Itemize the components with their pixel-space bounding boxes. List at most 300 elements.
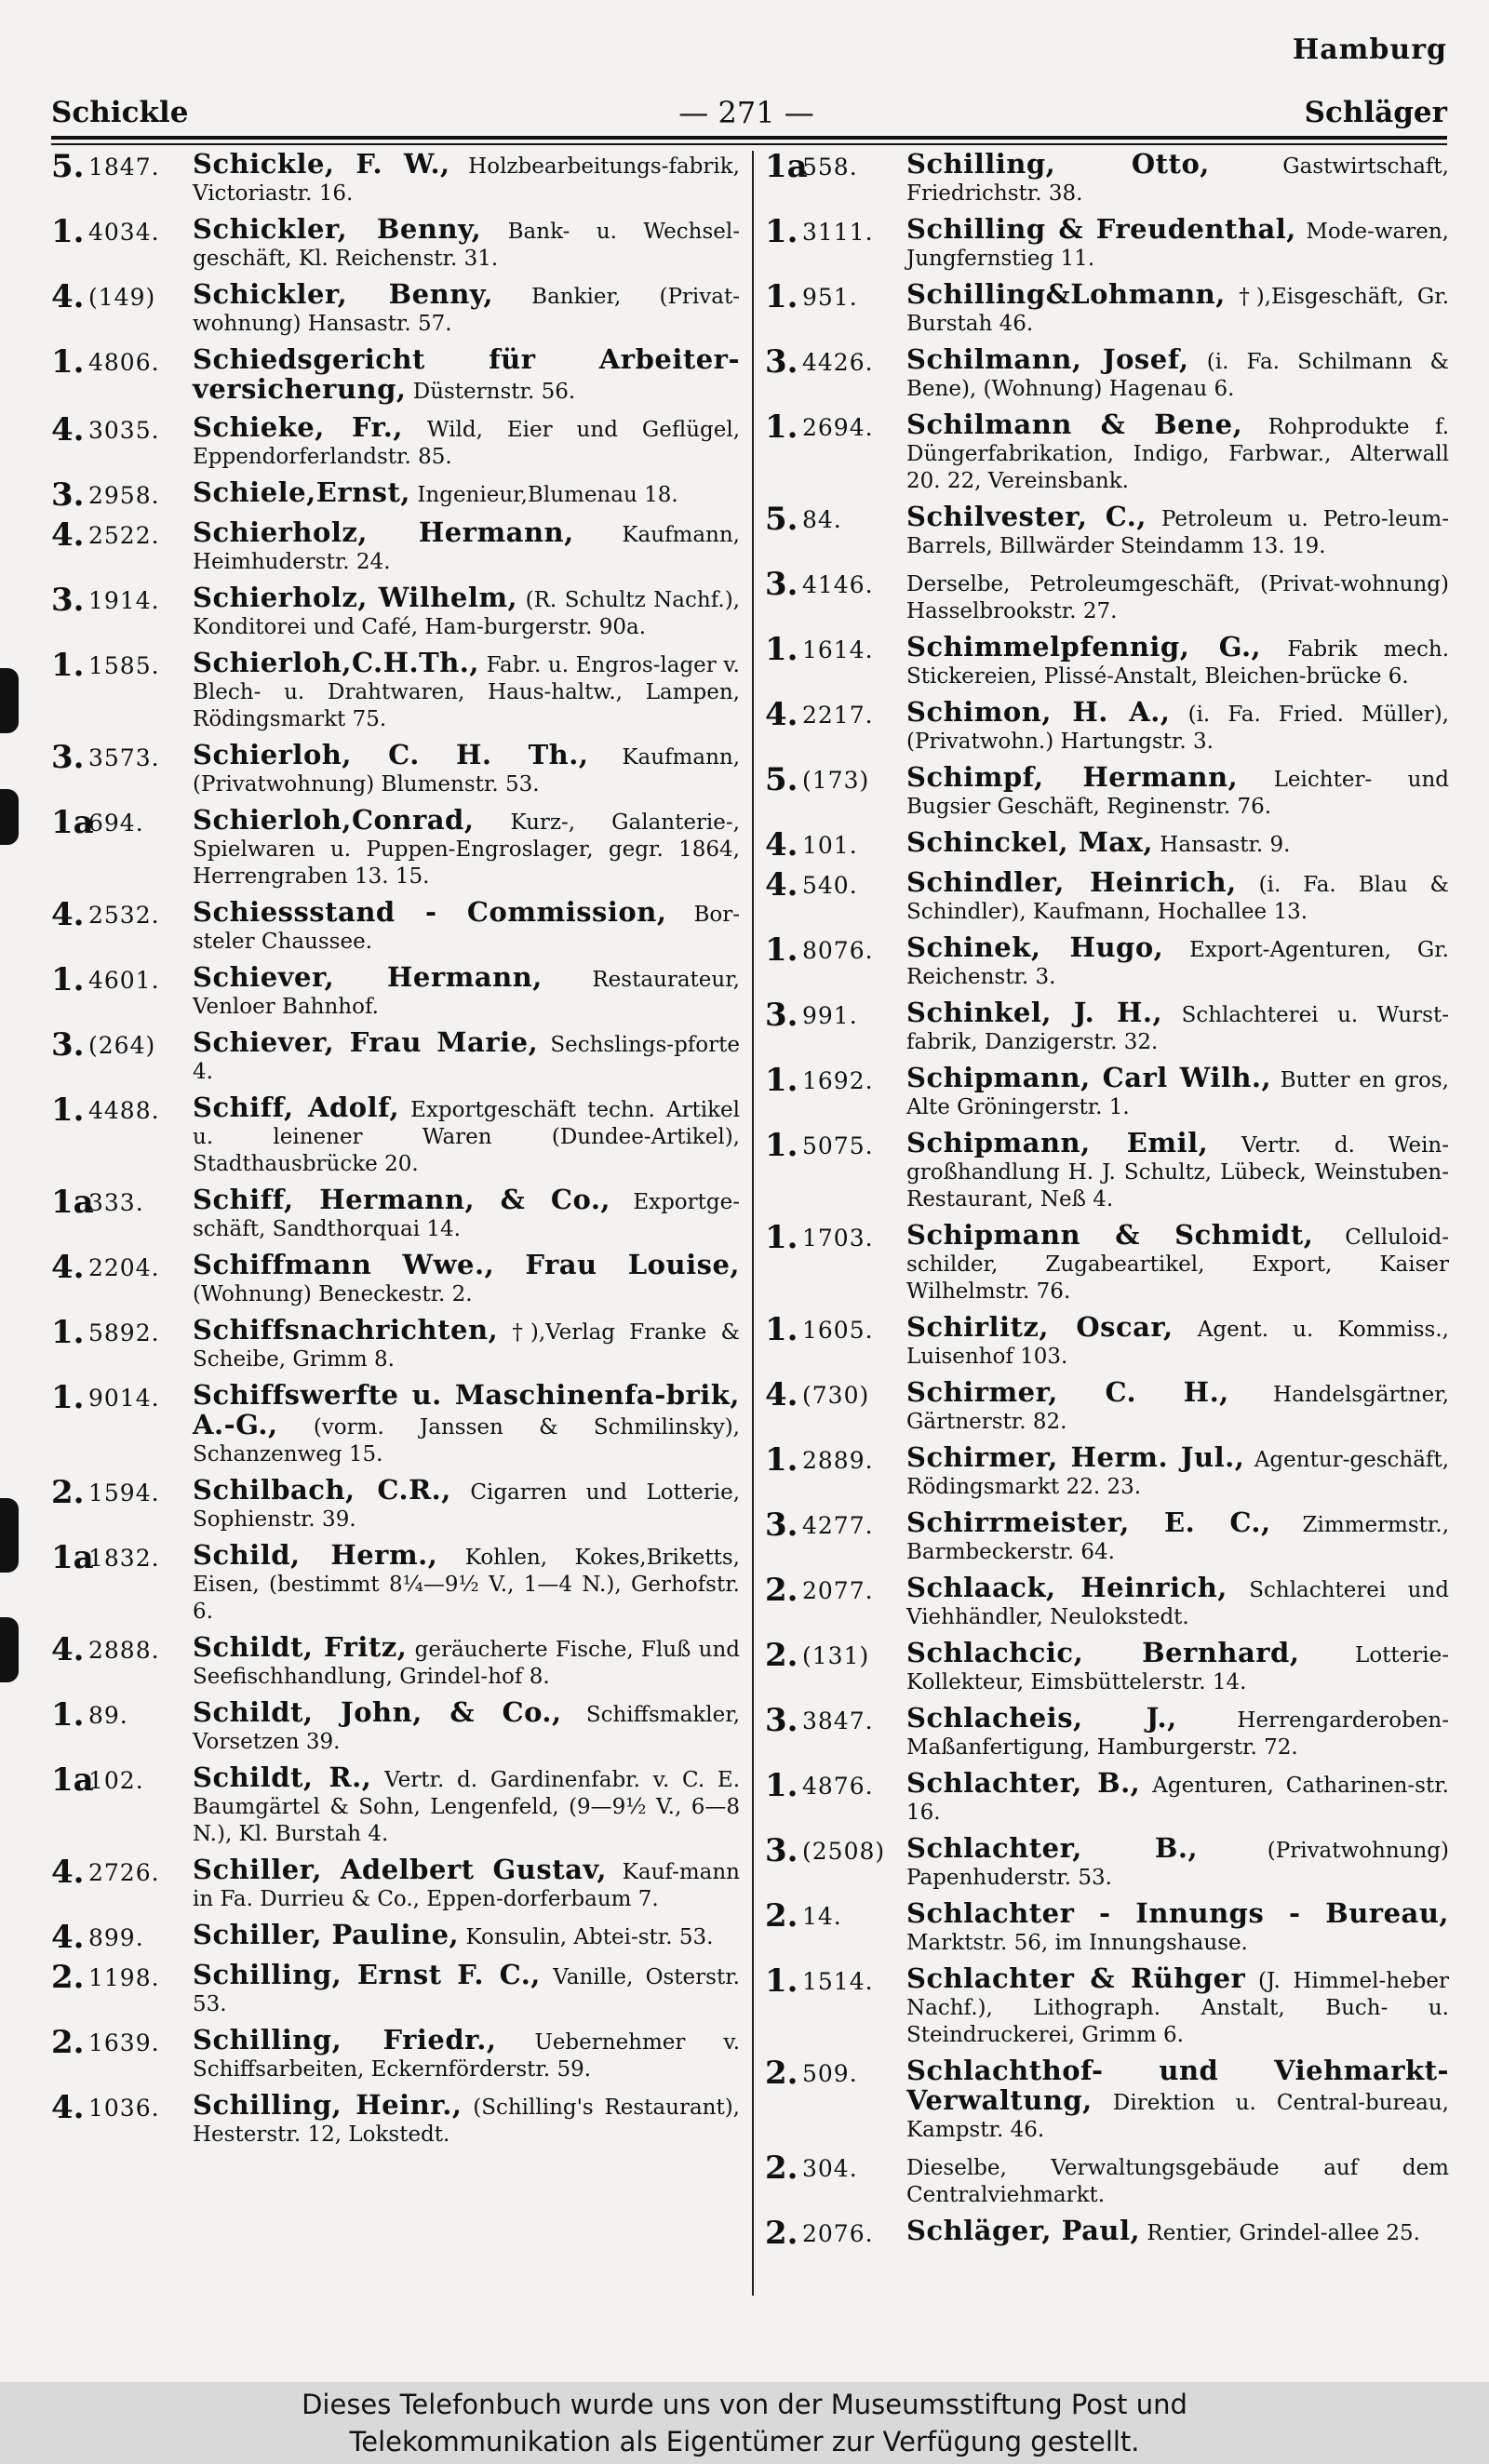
subscriber-details: †),Eisgeschäft, Gr. Burstah 46. — [906, 285, 1449, 336]
exchange-zone: 2. — [51, 2024, 85, 2061]
page-number: — 271 — — [678, 95, 814, 130]
header-last-entry: Schläger — [1304, 96, 1447, 129]
subscriber-name: Schilling, Friedr., — [193, 2024, 497, 2056]
exchange-zone: 1. — [51, 1091, 85, 1129]
exchange-zone: 2. — [51, 1474, 85, 1511]
phone-number: 8076. — [802, 937, 874, 964]
entry-text — [193, 1026, 740, 1086]
directory-entry — [765, 999, 1449, 1056]
entry-text — [906, 1767, 1449, 1827]
subscriber-details: Vertr. d. Gardinenfabr. v. C. E. Baumgärtel & Sohn, Lengenfeld, (9—9½ V., 6—8 N.), Kl. Burstah 4. — [193, 1768, 740, 1846]
directory-entry — [765, 1832, 1449, 1892]
entry-text — [906, 999, 1449, 1056]
exchange-zone: 1. — [765, 1441, 798, 1479]
subscriber-details: Gastwirtschaft, Friedrichstr. 38. — [906, 154, 1449, 206]
column-divider — [752, 151, 754, 2296]
phone-number: 304. — [802, 2155, 858, 2182]
exchange-zone: 3. — [765, 1702, 798, 1739]
subscriber-details: Marktstr. 56, im Innungshause. — [906, 1931, 1248, 1955]
directory-entry — [765, 826, 1449, 864]
exchange-zone: 1a — [51, 1761, 94, 1799]
exchange-zone: 5. — [765, 761, 798, 798]
subscriber-name: Schindler, Heinrich, — [906, 866, 1237, 898]
directory-entry — [51, 411, 740, 471]
directory-entry — [765, 2149, 1449, 2209]
subscriber-details: Konsulin, Abtei-str. 53. — [465, 1925, 714, 1949]
directory-entry — [765, 761, 1449, 821]
exchange-zone: 3. — [51, 582, 85, 619]
subscriber-name: Schlachter - Innungs - Bureau, — [906, 1897, 1449, 1929]
phone-number: 9014. — [88, 1385, 160, 1412]
subscriber-details: Handelsgärtner, Gärtnerstr. 82. — [906, 1383, 1449, 1434]
exchange-zone: 4. — [765, 1376, 798, 1413]
subscriber-name: Schirmer, C. H., — [906, 1376, 1229, 1408]
exchange-zone: 4. — [51, 516, 85, 554]
phone-number: 991. — [802, 1002, 858, 1029]
exchange-zone: 5. — [765, 501, 798, 538]
phone-number: 2076. — [802, 2220, 874, 2247]
directory-entry — [765, 1311, 1449, 1371]
phone-number: (2508) — [802, 1838, 886, 1865]
subscriber-details: Uebernehmer v. Schiffsarbeiten, Eckernförderstr. 59. — [193, 2030, 740, 2082]
entry-text — [193, 1314, 740, 1373]
exchange-zone: 1. — [765, 1127, 798, 1164]
binding-mark — [0, 789, 19, 845]
subscriber-details: (Schilling's Restaurant), Hesterstr. 12, Lokstedt. — [193, 2096, 740, 2147]
subscriber-details: Restaurateur, Venloer Bahnhof. — [193, 968, 740, 1019]
subscriber-details: Kohlen, Kokes,Briketts, Eisen, (bestimmt 8¼—9½ V., 1—4 N.), Gerhofstr. 6. — [193, 1546, 740, 1624]
entry-text — [906, 931, 1449, 991]
directory-entry — [51, 151, 740, 208]
exchange-zone: 2. — [765, 2215, 798, 2252]
subscriber-details: Dieselbe, Verwaltungsgebäude auf dem Centralviehmarkt. — [906, 2156, 1449, 2207]
exchange-zone: 3. — [51, 1026, 85, 1064]
entry-text — [193, 1696, 740, 1756]
entry-text — [193, 961, 740, 1021]
exchange-zone: 1. — [765, 213, 798, 250]
directory-entry — [765, 343, 1449, 403]
subscriber-details: Kaufmann, (Privatwohnung) Blumenstr. 53. — [193, 745, 740, 797]
exchange-zone: 4. — [765, 826, 798, 864]
header-rule-thin — [51, 143, 1447, 145]
directory-entry — [51, 1314, 740, 1373]
subscriber-name: Schimpf, Hermann, — [906, 761, 1239, 793]
subscriber-details: Fabr. u. Engros-lager v. Blech- u. Drahtwaren, Haus-haltw., Lampen, Rödingsmarkt 75. — [193, 653, 740, 731]
exchange-zone: 3. — [765, 1507, 798, 1544]
phone-number: 558. — [802, 154, 858, 181]
exchange-zone: 3. — [51, 476, 85, 514]
exchange-zone: 1. — [765, 1962, 798, 2000]
subscriber-details: Exportge-schäft, Sandthorquai 14. — [193, 1190, 740, 1241]
phone-number: 2522. — [88, 522, 160, 549]
directory-entry — [765, 1062, 1449, 1121]
subscriber-details: Holzbearbeitungs-fabrik, Victoriastr. 16. — [193, 154, 740, 206]
directory-entry — [765, 566, 1449, 625]
directory-entry — [51, 1959, 740, 2018]
directory-entry — [765, 1637, 1449, 1696]
phone-number: 2888. — [88, 1637, 160, 1664]
directory-entry — [51, 278, 740, 338]
directory-entry — [765, 1376, 1449, 1436]
entry-text — [193, 649, 740, 733]
entry-text — [193, 584, 740, 641]
header-first-entry: Schickle — [51, 96, 189, 129]
directory-entry — [765, 213, 1449, 273]
phone-number: 84. — [802, 506, 842, 533]
entry-text — [906, 2152, 1449, 2209]
footer-line: Telekommunikation als Eigentümer zur Verfügung gestellt. — [349, 2426, 1140, 2457]
phone-number: (149) — [88, 284, 156, 311]
subscriber-name: Schinek, Hugo, — [906, 931, 1164, 963]
subscriber-name: Schiller, Adelbert Gustav, — [193, 1854, 607, 1885]
entry-text — [193, 213, 740, 273]
directory-entry — [51, 1631, 740, 1691]
directory-entry — [51, 1249, 740, 1308]
binding-mark — [0, 1498, 19, 1573]
subscriber-details: Rentier, Grindel-allee 25. — [1147, 2221, 1420, 2245]
phone-number: 4426. — [802, 349, 874, 376]
subscriber-details: Agenturen, Catharinen-str. 16. — [906, 1774, 1449, 1825]
subscriber-details: Bank- u. Wechsel-geschäft, Kl. Reichenstr. 31. — [193, 220, 740, 271]
phone-number: 4806. — [88, 349, 160, 376]
exchange-zone: 1. — [51, 343, 85, 381]
phone-number: 89. — [88, 1702, 128, 1729]
directory-entry — [765, 408, 1449, 495]
subscriber-details: Zimmermstr., Barmbeckerstr. 64. — [906, 1513, 1449, 1564]
directory-entry — [51, 649, 740, 733]
exchange-zone: 4. — [51, 411, 85, 449]
phone-number: 3111. — [802, 219, 874, 246]
subscriber-details: Sechslings-pforte 4. — [193, 1033, 740, 1084]
subscriber-name: Schirlitz, Oscar, — [906, 1311, 1174, 1343]
entry-text — [906, 1702, 1449, 1761]
subscriber-name: Schlachter, B., — [906, 1832, 1199, 1864]
subscriber-details: Direktion u. Central-bureau, Kampstr. 46. — [906, 2091, 1449, 2142]
entry-text — [906, 2217, 1449, 2249]
phone-number: 1639. — [88, 2029, 160, 2056]
subscriber-name: Schiever, Hermann, — [193, 961, 543, 993]
entry-text — [906, 503, 1449, 560]
subscriber-details: (Wohnung) Beneckestr. 2. — [193, 1282, 473, 1306]
entry-text — [193, 1379, 740, 1468]
subscriber-name: Schirrmeister, E. C., — [906, 1507, 1271, 1538]
entry-text — [906, 213, 1449, 273]
subscriber-name: Schilling, Otto, — [906, 151, 1210, 180]
directory-entry — [51, 1186, 740, 1243]
phone-number: 540. — [802, 872, 858, 899]
exchange-zone: 1. — [765, 1311, 798, 1348]
subscriber-name: Schipmann, Carl Wilh., — [906, 1062, 1272, 1093]
directory-entry — [51, 1539, 740, 1626]
subscriber-details: Cigarren und Lotterie, Sophienstr. 39. — [193, 1480, 740, 1532]
phone-number: 899. — [88, 1924, 144, 1951]
phone-number: 333. — [88, 1189, 144, 1216]
subscriber-details: (i. Fa. Blau & Schindler), Kaufmann, Hochallee 13. — [906, 873, 1449, 924]
directory-entry — [51, 2024, 740, 2083]
exchange-zone: 4. — [765, 696, 798, 733]
phone-number: 2958. — [88, 482, 160, 509]
directory-entry — [51, 476, 740, 514]
subscriber-details: Mode-waren, Jungfernstieg 11. — [906, 220, 1449, 271]
phone-number: 1614. — [802, 636, 874, 663]
phone-number: 5075. — [802, 1132, 874, 1159]
entry-text — [906, 278, 1449, 338]
directory-entry — [51, 1091, 740, 1178]
entry-text — [906, 631, 1449, 690]
directory-entry — [765, 1767, 1449, 1827]
exchange-zone: 3. — [765, 566, 798, 603]
phone-number: 1703. — [802, 1225, 874, 1252]
subscriber-name: Schierholz, Wilhelm, — [193, 582, 518, 613]
directory-entry — [51, 896, 740, 956]
subscriber-details: Schlachterei und Viehhändler, Neulokstedt. — [906, 1578, 1449, 1629]
exchange-zone: 4. — [51, 1854, 85, 1891]
subscriber-details: Düsternstr. 56. — [412, 380, 576, 404]
phone-number: 2532. — [88, 902, 160, 929]
subscriber-name: Schierloh,C.H.Th., — [193, 647, 479, 678]
exchange-zone: 1a — [51, 1539, 94, 1576]
subscriber-details: Celluloid-schilder, Zugabeartikel, Export, Kaiser Wilhelmstr. 76. — [906, 1225, 1449, 1304]
phone-number: 1692. — [802, 1067, 874, 1094]
subscriber-name: Schilling, Ernst F. C., — [193, 1959, 541, 1990]
entry-text — [906, 1574, 1449, 1631]
entry-text — [906, 2057, 1449, 2144]
exchange-zone: 1. — [51, 647, 85, 684]
directory-entry — [765, 151, 1449, 208]
subscriber-name: Schilmann, Josef, — [906, 343, 1189, 375]
phone-number: 4601. — [88, 967, 160, 994]
exchange-zone: 3. — [765, 343, 798, 381]
subscriber-name: Schickler, Benny, — [193, 278, 493, 310]
phone-number: (131) — [802, 1642, 870, 1669]
directory-entry — [765, 1219, 1449, 1306]
subscriber-details: Herrengarderoben-Maßanfertigung, Hamburgerstr. 72. — [906, 1708, 1449, 1760]
phone-number: 4277. — [802, 1512, 874, 1539]
subscriber-details: (R. Schultz Nachf.), Konditorei und Café, Ham-burgerstr. 90a. — [193, 588, 740, 639]
subscriber-name: Schiever, Frau Marie, — [193, 1026, 539, 1058]
subscriber-name: Schinckel, Max, — [906, 826, 1153, 858]
subscriber-details: Derselbe, Petroleumgeschäft, (Privat-wohnung) Hasselbrookstr. 27. — [906, 572, 1449, 623]
page-header — [51, 89, 1447, 136]
subscriber-details: Lotterie-Kollekteur, Eimsbüttelerstr. 14. — [906, 1643, 1449, 1694]
exchange-zone: 4. — [51, 278, 85, 315]
subscriber-name: Schieke, Fr., — [193, 411, 403, 443]
subscriber-details: Wild, Eier und Geflügel, Eppendorferlandstr. 85. — [193, 418, 740, 469]
phone-number: 2889. — [802, 1447, 874, 1474]
directory-entry — [765, 1441, 1449, 1501]
phone-number: 3035. — [88, 417, 160, 444]
subscriber-name: Schipmann & Schmidt, — [906, 1219, 1314, 1251]
subscriber-name: Schirmer, Herm. Jul., — [906, 1441, 1245, 1473]
subscriber-details: †),Verlag Franke & Scheibe, Grimm 8. — [193, 1320, 740, 1372]
phone-number: 1605. — [802, 1317, 874, 1344]
entry-text — [193, 1474, 740, 1533]
phone-number: (173) — [802, 767, 870, 794]
entry-text — [906, 1219, 1449, 1306]
phone-number: 951. — [802, 284, 858, 311]
subscriber-details: Rohprodukte f. Düngerfabrikation, Indigo, Farbwar., Alterwall 20. 22, Vereinsbank. — [906, 415, 1449, 493]
directory-entry — [51, 213, 740, 273]
directory-entry — [765, 1702, 1449, 1761]
subscriber-name: Schildt, John, & Co., — [193, 1696, 562, 1728]
subscriber-name: Schiedsgericht für Arbeiter-versicherung, — [193, 343, 740, 405]
phone-number: 3847. — [802, 1707, 874, 1734]
directory-entry — [51, 343, 740, 406]
subscriber-details: (vorm. Janssen & Schmilinsky), Schanzenweg 15. — [193, 1415, 740, 1466]
phone-number: 101. — [802, 832, 858, 859]
entry-text — [193, 151, 740, 208]
directory-entry — [51, 2089, 740, 2149]
entry-text — [193, 1091, 740, 1178]
subscriber-details: Kurz-, Galanterie-, Spielwaren u. Puppen-Engroslager, gegr. 1864, Herrengraben 13. 15. — [193, 810, 740, 889]
directory-entry — [51, 1761, 740, 1848]
exchange-zone: 2. — [765, 1572, 798, 1609]
entry-text — [193, 1631, 740, 1691]
left-column — [51, 151, 740, 2305]
subscriber-name: Schimon, H. A., — [906, 696, 1171, 728]
subscriber-details: Hansastr. 9. — [1160, 833, 1291, 857]
entry-text — [193, 1856, 740, 1913]
exchange-zone: 1a — [51, 1184, 94, 1221]
subscriber-name: Schierloh,Conrad, — [193, 804, 475, 836]
exchange-zone: 1. — [51, 1379, 85, 1416]
directory-entry — [51, 1474, 740, 1533]
subscriber-name: Schlachter, B., — [906, 1767, 1141, 1799]
entry-text — [193, 2089, 740, 2149]
entry-text — [906, 826, 1449, 861]
directory-entry — [51, 1026, 740, 1086]
entry-text — [193, 1186, 740, 1243]
entry-text — [193, 516, 740, 576]
subscriber-details: (J. Himmel-heber Nachf.), Lithograph. Anstalt, Buch- u. Steindruckerei, Grimm 6. — [906, 1969, 1449, 2047]
subscriber-details: Vanille, Osterstr. 53. — [193, 1965, 740, 2016]
subscriber-name: Schiff, Hermann, & Co., — [193, 1184, 611, 1215]
subscriber-name: Schläger, Paul, — [906, 2215, 1141, 2246]
phone-number: 1036. — [88, 2095, 160, 2122]
exchange-zone: 1. — [765, 278, 798, 315]
phone-number: 1914. — [88, 587, 160, 614]
phone-number: 4034. — [88, 219, 160, 246]
subscriber-name: Schildt, Fritz, — [193, 1631, 408, 1663]
directory-entry — [51, 1919, 740, 1956]
directory-entry — [765, 1509, 1449, 1566]
subscriber-name: Schiffswerfte u. Maschinenfa-brik, A.-G., — [193, 1379, 740, 1440]
entry-text — [906, 1509, 1449, 1566]
entry-text — [906, 1897, 1449, 1957]
directory-entry — [51, 1856, 740, 1913]
exchange-zone: 1a — [51, 804, 94, 841]
exchange-zone: 1. — [765, 1767, 798, 1804]
entry-text — [906, 1311, 1449, 1371]
entry-text — [193, 2024, 740, 2083]
phone-number: (264) — [88, 1032, 156, 1059]
subscriber-name: Schlachthof- und Viehmarkt-Verwaltung, — [906, 2055, 1449, 2116]
entry-text — [906, 1127, 1449, 1213]
exchange-zone: 4. — [51, 2089, 85, 2126]
header-rule — [51, 136, 1447, 140]
subscriber-details: Schiffsmakler, Vorsetzen 39. — [193, 1703, 740, 1754]
entry-text — [193, 896, 740, 956]
directory-entry — [51, 584, 740, 641]
subscriber-details: Leichter- und Bugsier Geschäft, Reginenstr. 76. — [906, 768, 1449, 819]
exchange-zone: 1. — [51, 961, 85, 998]
entry-text — [193, 278, 740, 338]
entry-text — [906, 343, 1449, 403]
subscriber-name: Schilling & Freudenthal, — [906, 213, 1296, 245]
subscriber-name: Schierloh, C. H. Th., — [193, 739, 589, 770]
phone-number: 14. — [802, 1903, 842, 1930]
subscriber-name: Schiffsnachrichten, — [193, 1314, 499, 1346]
subscriber-name: Schipmann, Emil, — [906, 1127, 1209, 1158]
subscriber-name: Schlaack, Heinrich, — [906, 1572, 1227, 1603]
entry-text — [906, 1062, 1449, 1121]
subscriber-details: Export-Agenturen, Gr. Reichenstr. 3. — [906, 938, 1449, 989]
exchange-zone: 1. — [51, 1314, 85, 1351]
exchange-zone: 2. — [765, 1637, 798, 1674]
subscriber-details: (i. Fa. Fried. Müller), (Privatwohn.) Hartungstr. 3. — [906, 703, 1449, 754]
exchange-zone: 4. — [51, 1249, 85, 1286]
subscriber-name: Schinkel, J. H., — [906, 997, 1163, 1028]
subscriber-name: Schlachcic, Bernhard, — [906, 1637, 1300, 1668]
exchange-zone: 3. — [51, 739, 85, 776]
subscriber-details: Exportgeschäft techn. Artikel u. leinener Waren (Dundee-Artikel), Stadthausbrücke 20. — [193, 1098, 740, 1176]
footer-notice — [0, 2382, 1489, 2464]
directory-entry — [765, 696, 1449, 756]
phone-number: 2217. — [802, 702, 874, 729]
entry-text — [193, 343, 740, 406]
subscriber-name: Schiele,Ernst, — [193, 476, 411, 508]
entry-text — [193, 1249, 740, 1308]
exchange-zone: 1. — [51, 1696, 85, 1734]
directory-entry — [51, 1379, 740, 1468]
entry-text — [193, 739, 740, 798]
phone-number: 1198. — [88, 1964, 160, 1991]
exchange-zone: 1. — [765, 1062, 798, 1099]
subscriber-details: (i. Fa. Schilmann & Bene), (Wohnung) Hagenau 6. — [906, 350, 1449, 401]
subscriber-name: Schilling, Heinr., — [193, 2089, 463, 2121]
phone-number: 1594. — [88, 1480, 160, 1507]
phone-number: (730) — [802, 1382, 870, 1409]
binding-mark — [0, 668, 19, 733]
directory-entry — [765, 503, 1449, 560]
exchange-zone: 5. — [51, 151, 85, 185]
exchange-zone: 1. — [51, 213, 85, 250]
footer-line: Dieses Telefonbuch wurde uns von der Museumsstiftung Post und — [302, 2389, 1187, 2420]
subscriber-name: Schilmann & Bene, — [906, 408, 1243, 440]
phone-number: 4146. — [802, 571, 874, 598]
subscriber-details: Kaufmann, Heimhuderstr. 24. — [193, 523, 740, 574]
entry-text — [906, 151, 1449, 208]
entry-text — [193, 1761, 740, 1848]
directory-entry — [765, 1574, 1449, 1631]
right-column — [765, 151, 1449, 2305]
entry-text — [906, 408, 1449, 495]
directory-entry — [765, 931, 1449, 991]
phone-number: 4488. — [88, 1097, 160, 1124]
subscriber-details: Schlachterei u. Wurst-fabrik, Danzigerstr. 32. — [906, 1003, 1449, 1054]
entry-text — [906, 761, 1449, 821]
phone-number: 102. — [88, 1767, 144, 1794]
entry-text — [193, 476, 740, 511]
subscriber-name: Schilbach, C.R., — [193, 1474, 451, 1506]
entry-text — [906, 1832, 1449, 1892]
exchange-zone: 4. — [51, 1919, 85, 1956]
directory-entry — [51, 961, 740, 1021]
exchange-zone: 3. — [765, 997, 798, 1034]
directory-entry — [765, 1962, 1449, 2049]
city-heading: Hamburg — [1292, 33, 1447, 66]
subscriber-details: Butter en gros, Alte Gröningerstr. 1. — [906, 1068, 1449, 1119]
